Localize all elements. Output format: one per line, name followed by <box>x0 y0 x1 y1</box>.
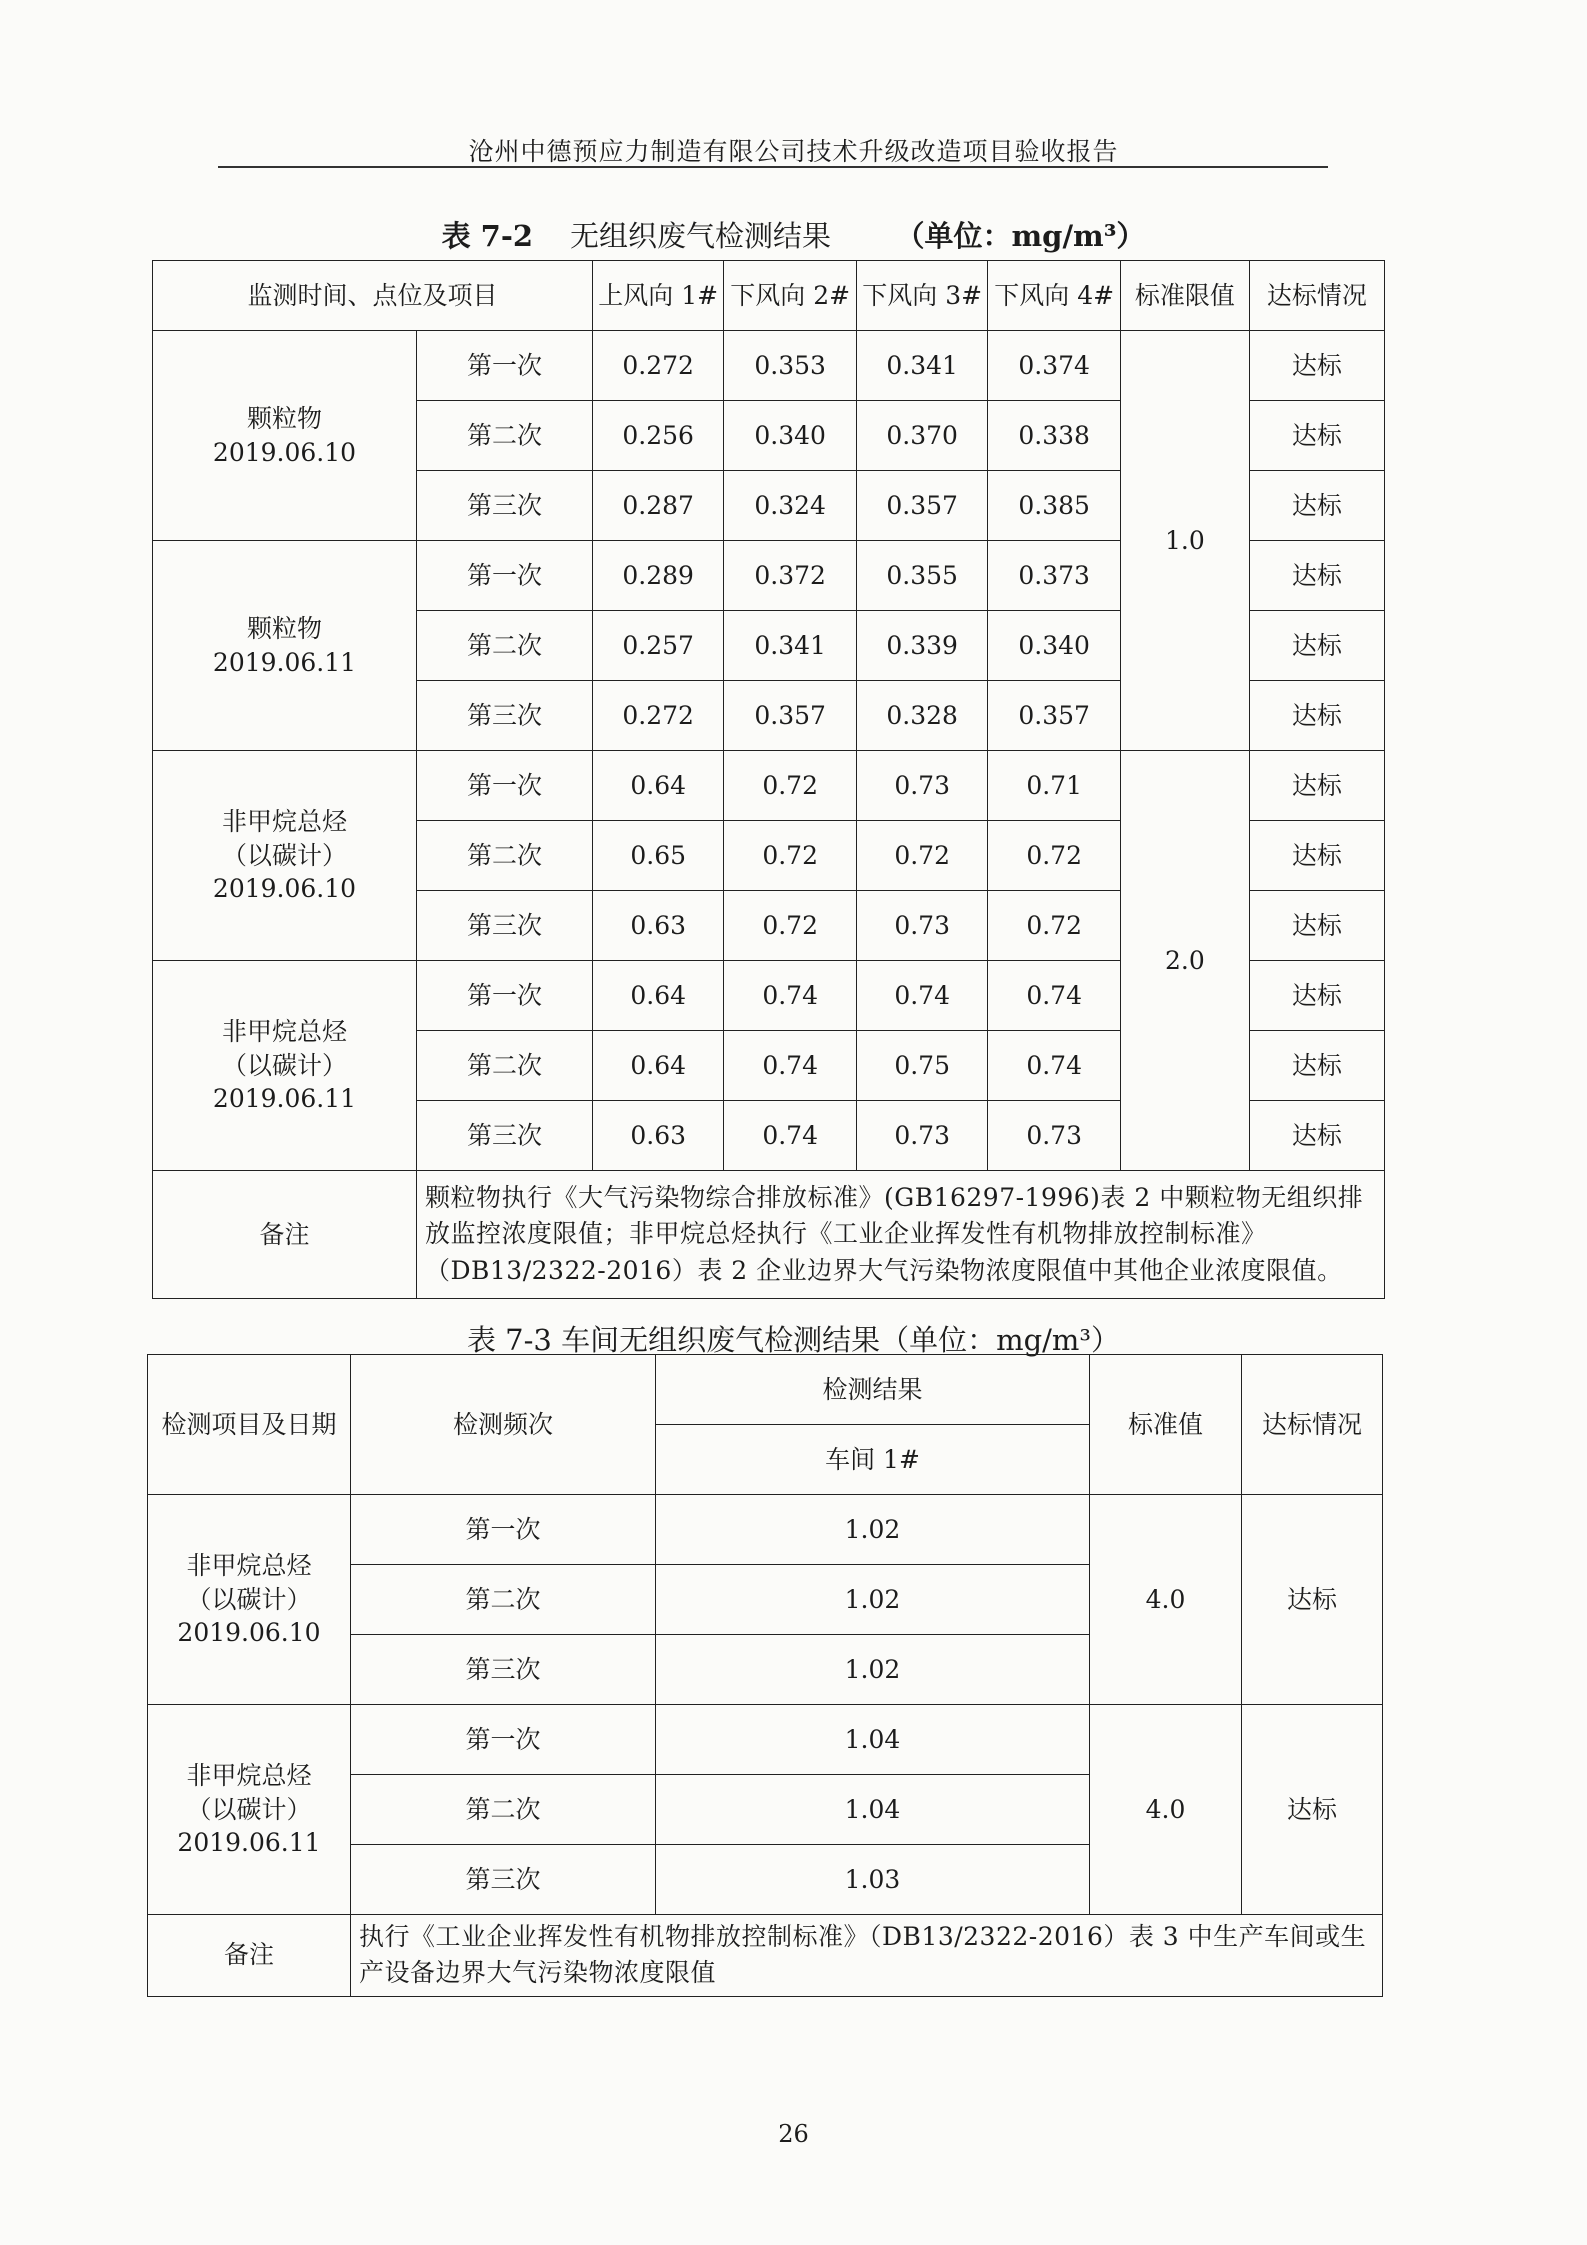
note-row <box>153 1171 1385 1299</box>
value-cell: 0.72 <box>724 891 857 961</box>
freq-cell: 第三次 <box>351 1635 656 1705</box>
value-cell: 0.324 <box>724 471 857 541</box>
value-cell: 0.338 <box>988 401 1121 471</box>
freq-cell: 第三次 <box>416 891 592 961</box>
value-cell: 0.353 <box>724 331 857 401</box>
freq-cell: 第一次 <box>351 1495 656 1565</box>
t2-header-freq: 检测频次 <box>351 1355 656 1495</box>
value-cell: 0.74 <box>724 1101 857 1171</box>
value-cell: 1.04 <box>656 1705 1090 1775</box>
freq-cell: 第二次 <box>351 1775 656 1845</box>
value-cell: 1.02 <box>656 1495 1090 1565</box>
item-name: 非甲烷总烃 <box>186 1760 312 1790</box>
item-date: 2019.06.11 <box>212 647 357 677</box>
item-date: 2019.06.10 <box>177 1618 321 1648</box>
freq-cell: 第三次 <box>416 681 592 751</box>
value-cell: 0.370 <box>856 401 987 471</box>
value-cell: 0.385 <box>988 471 1121 541</box>
status-cell: 达标 <box>1249 821 1384 891</box>
table-row <box>148 1495 1383 1565</box>
value-cell: 0.73 <box>856 1101 987 1171</box>
value-cell: 0.74 <box>724 961 857 1031</box>
table-item-cell <box>148 1705 351 1915</box>
value-cell: 0.72 <box>724 751 857 821</box>
status-cell: 达标 <box>1249 611 1384 681</box>
table-row <box>153 751 1385 821</box>
header-rule <box>218 166 1328 168</box>
table-row <box>153 331 1385 401</box>
value-cell: 0.339 <box>856 611 987 681</box>
value-cell: 0.341 <box>724 611 857 681</box>
item-name: 非甲烷总烃 <box>186 1550 312 1580</box>
status-cell: 达标 <box>1249 401 1384 471</box>
item-name: 非甲烷总烃 <box>221 806 347 836</box>
value-cell: 1.04 <box>656 1775 1090 1845</box>
table-item-cell <box>153 541 417 751</box>
table-item-cell <box>148 1495 351 1705</box>
value-cell: 0.63 <box>593 1101 724 1171</box>
t1-header-downwind3: 下风向 3# <box>856 261 987 331</box>
item-date: 2019.06.10 <box>212 437 357 467</box>
status-cell: 达标 <box>1249 331 1384 401</box>
value-cell: 0.256 <box>593 401 724 471</box>
t1-header-downwind2: 下风向 2# <box>724 261 857 331</box>
table-item-cell <box>153 751 417 961</box>
table2-caption: 表 7-3 车间无组织废气检测结果（单位：mg/m³） <box>466 1323 1121 1357</box>
t2-header-workshop: 车间 1# <box>656 1425 1090 1495</box>
table-item-cell <box>153 961 417 1171</box>
value-cell: 1.02 <box>656 1635 1090 1705</box>
note-text: 执行《工业企业挥发性有机物排放控制标准》（DB13/2322-2016）表 3 中生产车间或生产设备边界大气污染物浓度限值 <box>351 1915 1383 1997</box>
t1-header-upwind1: 上风向 1# <box>593 261 724 331</box>
freq-cell: 第三次 <box>351 1845 656 1915</box>
item-date: 2019.06.11 <box>177 1828 321 1858</box>
value-cell: 0.72 <box>988 821 1121 891</box>
item-paren: （以碳计） <box>186 1584 312 1614</box>
freq-cell: 第三次 <box>416 1101 592 1171</box>
item-name: 颗粒物 <box>246 403 322 433</box>
value-cell: 0.64 <box>593 961 724 1031</box>
table-item-cell <box>153 331 417 541</box>
value-cell: 0.65 <box>593 821 724 891</box>
value-cell: 0.63 <box>593 891 724 961</box>
freq-cell: 第一次 <box>351 1705 656 1775</box>
table1-caption-title: 无组织废气检测结果 <box>569 219 831 253</box>
status-cell: 达标 <box>1249 1101 1384 1171</box>
page-number: 26 <box>778 2120 809 2148</box>
item-name: 颗粒物 <box>246 613 322 643</box>
value-cell: 1.03 <box>656 1845 1090 1915</box>
note-text: 颗粒物执行《大气污染物综合排放标准》(GB16297-1996)表 2 中颗粒物无组织排放监控浓度限值；非甲烷总烃执行《工业企业挥发性有机物排放控制标准》（DB13/2322-2016）表 2 企业边界大气污染物浓度限值中其他企业浓度限值。 <box>416 1171 1384 1299</box>
item-paren: （以碳计） <box>221 1050 347 1080</box>
report-header: 沧州中德预应力制造有限公司技术升级改造项目验收报告 <box>468 137 1119 166</box>
limit-cell: 2.0 <box>1120 751 1249 1171</box>
value-cell: 0.64 <box>593 1031 724 1101</box>
value-cell: 0.73 <box>988 1101 1121 1171</box>
freq-cell: 第二次 <box>416 1031 592 1101</box>
value-cell: 0.74 <box>988 1031 1121 1101</box>
status-cell: 达标 <box>1242 1495 1383 1705</box>
freq-cell: 第二次 <box>416 611 592 681</box>
t2-header-standard: 标准值 <box>1090 1355 1242 1495</box>
freq-cell: 第一次 <box>416 961 592 1031</box>
freq-cell: 第一次 <box>416 541 592 611</box>
value-cell: 0.357 <box>856 471 987 541</box>
value-cell: 0.72 <box>724 821 857 891</box>
status-cell: 达标 <box>1249 961 1384 1031</box>
value-cell: 0.75 <box>856 1031 987 1101</box>
value-cell: 0.64 <box>593 751 724 821</box>
status-cell: 达标 <box>1249 891 1384 961</box>
t1-header-item: 监测时间、点位及项目 <box>153 261 593 331</box>
value-cell: 0.73 <box>856 891 987 961</box>
value-cell: 0.74 <box>724 1031 857 1101</box>
status-cell: 达标 <box>1249 751 1384 821</box>
table1-caption <box>0 214 1587 255</box>
status-cell: 达标 <box>1249 471 1384 541</box>
status-cell: 达标 <box>1249 681 1384 751</box>
limit-cell: 1.0 <box>1120 331 1249 751</box>
freq-cell: 第二次 <box>351 1565 656 1635</box>
t1-header-downwind4: 下风向 4# <box>988 261 1121 331</box>
t2-header-result: 检测结果 <box>656 1355 1090 1425</box>
item-date: 2019.06.11 <box>212 1084 357 1114</box>
status-cell: 达标 <box>1249 541 1384 611</box>
freq-cell: 第一次 <box>416 331 592 401</box>
note-label: 备注 <box>153 1171 417 1299</box>
t1-header-status: 达标情况 <box>1249 261 1384 331</box>
value-cell: 0.372 <box>724 541 857 611</box>
status-cell: 达标 <box>1249 1031 1384 1101</box>
t2-header-item-date: 检测项目及日期 <box>148 1355 351 1495</box>
value-cell: 0.328 <box>856 681 987 751</box>
note-row <box>148 1915 1383 1997</box>
value-cell: 0.272 <box>593 331 724 401</box>
value-cell: 0.257 <box>593 611 724 681</box>
note-label: 备注 <box>148 1915 351 1997</box>
value-cell: 1.02 <box>656 1565 1090 1635</box>
value-cell: 0.357 <box>724 681 857 751</box>
table1-caption-number: 表 7-2 <box>441 219 534 253</box>
value-cell: 0.355 <box>856 541 987 611</box>
item-date: 2019.06.10 <box>212 874 357 904</box>
status-cell: 达标 <box>1242 1705 1383 1915</box>
t2-header-status: 达标情况 <box>1242 1355 1383 1495</box>
value-cell: 0.287 <box>593 471 724 541</box>
value-cell: 0.73 <box>856 751 987 821</box>
table1-caption-unit: （单位：mg/m³） <box>895 219 1146 253</box>
t1-header-limit: 标准限值 <box>1120 261 1249 331</box>
table2-workshop-emission <box>147 1354 1383 1997</box>
item-name: 非甲烷总烃 <box>221 1016 347 1046</box>
value-cell: 0.72 <box>856 821 987 891</box>
freq-cell: 第二次 <box>416 401 592 471</box>
freq-cell: 第三次 <box>416 471 592 541</box>
value-cell: 0.289 <box>593 541 724 611</box>
value-cell: 0.374 <box>988 331 1121 401</box>
value-cell: 0.341 <box>856 331 987 401</box>
value-cell: 0.72 <box>988 891 1121 961</box>
standard-cell: 4.0 <box>1090 1495 1242 1705</box>
item-paren: （以碳计） <box>221 840 347 870</box>
value-cell: 0.340 <box>724 401 857 471</box>
value-cell: 0.71 <box>988 751 1121 821</box>
value-cell: 0.74 <box>988 961 1121 1031</box>
value-cell: 0.272 <box>593 681 724 751</box>
table-row <box>148 1705 1383 1775</box>
table1-fugitive-emission <box>152 260 1385 1299</box>
freq-cell: 第二次 <box>416 821 592 891</box>
value-cell: 0.357 <box>988 681 1121 751</box>
standard-cell: 4.0 <box>1090 1705 1242 1915</box>
value-cell: 0.74 <box>856 961 987 1031</box>
freq-cell: 第一次 <box>416 751 592 821</box>
value-cell: 0.340 <box>988 611 1121 681</box>
item-paren: （以碳计） <box>186 1794 312 1824</box>
value-cell: 0.373 <box>988 541 1121 611</box>
